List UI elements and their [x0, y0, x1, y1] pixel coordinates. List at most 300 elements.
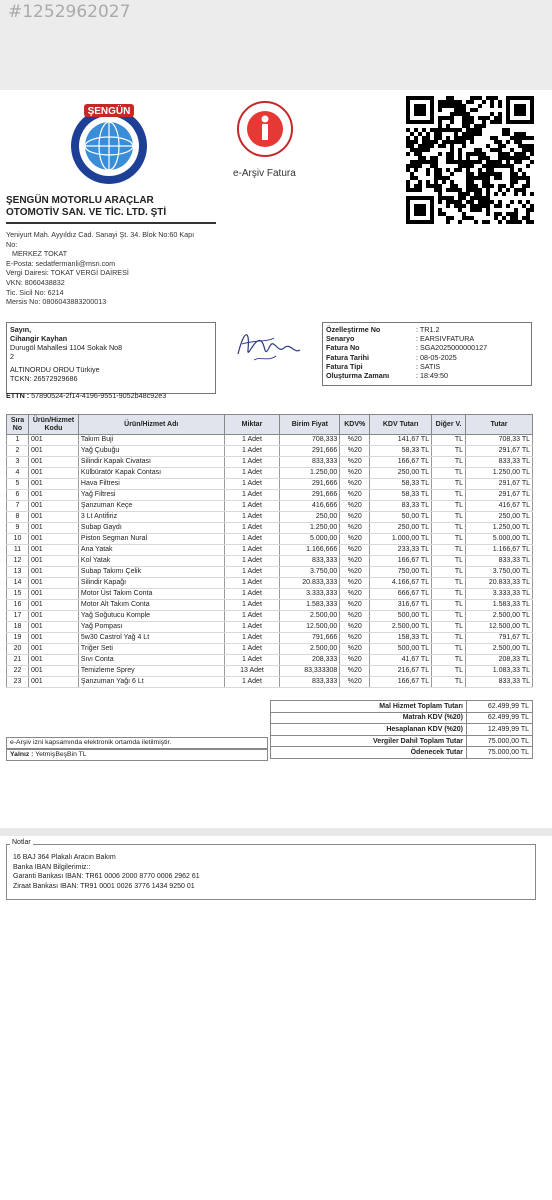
- line-total: 20.833,33 TL: [466, 578, 533, 589]
- item-code: 001: [28, 622, 78, 633]
- total-value: 62.499,99 TL: [467, 712, 533, 724]
- meta-row: [326, 353, 528, 362]
- unit-price: 416,666: [280, 501, 340, 512]
- vat-rate: %20: [340, 578, 370, 589]
- table-row: [7, 490, 533, 501]
- item-code: 001: [28, 600, 78, 611]
- table-row: [7, 545, 533, 556]
- qr-code: [406, 96, 534, 224]
- row-number: 11: [7, 545, 29, 556]
- items-table: [6, 414, 533, 688]
- item-name: Yağ Pompası: [78, 622, 224, 633]
- col-header: Ürün/Hizmet Adı: [78, 415, 224, 435]
- unit-price: 3.750,00: [280, 567, 340, 578]
- row-number: 18: [7, 622, 29, 633]
- vat-amount: 1.000,00 TL: [370, 534, 432, 545]
- other-tax: TL: [432, 666, 466, 677]
- item-quantity: 13 Adet: [224, 666, 280, 677]
- item-quantity: 1 Adet: [224, 457, 280, 468]
- amount-in-words: [6, 749, 268, 761]
- other-tax: TL: [432, 512, 466, 523]
- item-code: 001: [28, 501, 78, 512]
- row-number: 8: [7, 512, 29, 523]
- item-quantity: 1 Adet: [224, 578, 280, 589]
- seller-name-line2: OTOMOTİV SAN. VE TİC. LTD. ŞTİ: [6, 207, 167, 218]
- ettn-line: [6, 391, 166, 400]
- table-row: [7, 655, 533, 666]
- unit-price: 833,333: [280, 556, 340, 567]
- vat-rate: %20: [340, 644, 370, 655]
- totals-row: [271, 712, 533, 724]
- line-total: 1.083,33 TL: [466, 666, 533, 677]
- item-name: Subap Gaydı: [78, 523, 224, 534]
- invoice-page: [0, 90, 552, 828]
- row-number: 13: [7, 567, 29, 578]
- item-name: Hava Filtresi: [78, 479, 224, 490]
- table-row: [7, 666, 533, 677]
- item-quantity: 1 Adet: [224, 545, 280, 556]
- item-quantity: 1 Adet: [224, 600, 280, 611]
- invoice-meta-box: [322, 322, 532, 386]
- meta-key: Fatura Tarihi: [326, 352, 369, 362]
- item-code: 001: [28, 479, 78, 490]
- table-row: [7, 501, 533, 512]
- item-quantity: 1 Adet: [224, 523, 280, 534]
- item-code: 001: [28, 677, 78, 688]
- item-name: 3 Lt Antifiriz: [78, 512, 224, 523]
- item-code: 001: [28, 545, 78, 556]
- meta-value: : SGA2025000000127: [416, 343, 488, 353]
- vat-amount: 750,00 TL: [370, 567, 432, 578]
- other-tax: TL: [432, 479, 466, 490]
- seller-address3: MERKEZ TOKAT: [12, 249, 68, 259]
- item-name: Külbüratör Kapak Contası: [78, 468, 224, 479]
- unit-price: 83,333308: [280, 666, 340, 677]
- notes-box: [6, 844, 536, 900]
- seller-vkn: VKN: 8060438832: [6, 277, 65, 287]
- vat-amount: 58,33 TL: [370, 446, 432, 457]
- vat-amount: 2.500,00 TL: [370, 622, 432, 633]
- table-row: [7, 611, 533, 622]
- vat-amount: 166,67 TL: [370, 457, 432, 468]
- vat-amount: 58,33 TL: [370, 479, 432, 490]
- item-code: 001: [28, 611, 78, 622]
- item-name: Triğer Seti: [78, 644, 224, 655]
- earsiv-title: e-Arşiv Fatura: [233, 168, 296, 179]
- item-code: 001: [28, 468, 78, 479]
- other-tax: TL: [432, 567, 466, 578]
- item-code: 001: [28, 633, 78, 644]
- vat-rate: %20: [340, 512, 370, 523]
- line-total: 708,33 TL: [466, 435, 533, 446]
- totals-row: [271, 747, 533, 759]
- meta-key: Senaryo: [326, 334, 355, 344]
- table-row: [7, 677, 533, 688]
- total-label: Matrah KDV (%20): [271, 712, 467, 724]
- row-number: 9: [7, 523, 29, 534]
- vat-amount: 316,67 TL: [370, 600, 432, 611]
- buyer-name: Cihangir Kayhan: [10, 334, 68, 343]
- ettn-label: ETTN :: [6, 391, 30, 400]
- seller-email: E-Posta: sedatfermanli@msn.com: [6, 258, 116, 268]
- item-code: 001: [28, 457, 78, 468]
- seller-trade-reg: Tic. Sicil No: 6214: [6, 287, 64, 297]
- earsiv-notice: e-Arşiv izni kapsamında elektronik ortamda iletilmiştir.: [6, 737, 268, 749]
- row-number: 15: [7, 589, 29, 600]
- line-total: 833,33 TL: [466, 457, 533, 468]
- col-header: KDV Tutarı: [370, 415, 432, 435]
- other-tax: TL: [432, 644, 466, 655]
- other-tax: TL: [432, 523, 466, 534]
- row-number: 21: [7, 655, 29, 666]
- other-tax: TL: [432, 622, 466, 633]
- table-row: [7, 589, 533, 600]
- meta-key: Fatura Tipi: [326, 361, 363, 371]
- row-number: 10: [7, 534, 29, 545]
- row-number: 3: [7, 457, 29, 468]
- meta-value: : SATIS: [416, 361, 441, 371]
- total-label: Mal Hizmet Toplam Tutarı: [271, 701, 467, 713]
- vat-amount: 50,00 TL: [370, 512, 432, 523]
- vat-amount: 83,33 TL: [370, 501, 432, 512]
- amount-words-value: YetmişBeşBin TL: [35, 751, 87, 758]
- line-total: 208,33 TL: [466, 655, 533, 666]
- other-tax: TL: [432, 468, 466, 479]
- row-number: 23: [7, 677, 29, 688]
- line-total: 2.500,00 TL: [466, 644, 533, 655]
- row-number: 12: [7, 556, 29, 567]
- table-row: [7, 446, 533, 457]
- vat-rate: %20: [340, 677, 370, 688]
- vat-amount: 58,33 TL: [370, 490, 432, 501]
- meta-key: Fatura No: [326, 343, 360, 353]
- table-row: [7, 633, 533, 644]
- total-label: Ödenecek Tutar: [271, 747, 467, 759]
- item-quantity: 1 Adet: [224, 655, 280, 666]
- top-band: [0, 0, 552, 90]
- table-row: [7, 534, 533, 545]
- item-quantity: 1 Adet: [224, 611, 280, 622]
- line-total: 3.750,00 TL: [466, 567, 533, 578]
- meta-value: : TR1.2: [416, 325, 440, 334]
- buyer-address1: Durugöl Mahallesi 1104 Sokak No8: [10, 343, 123, 352]
- col-header: Ürün/Hizmet Kodu: [28, 415, 78, 435]
- notes-page: [0, 828, 552, 1200]
- meta-row: [326, 334, 528, 343]
- item-name: Ana Yatak: [78, 545, 224, 556]
- note-line: 16 BAJ 364 Plakalı Aracın Bakım: [13, 854, 116, 861]
- row-number: 19: [7, 633, 29, 644]
- row-number: 16: [7, 600, 29, 611]
- line-total: 2.500,00 TL: [466, 611, 533, 622]
- other-tax: TL: [432, 556, 466, 567]
- col-header: Miktar: [224, 415, 280, 435]
- row-number: 6: [7, 490, 29, 501]
- meta-key: Oluşturma Zamanı: [326, 371, 390, 381]
- line-total: 1.250,00 TL: [466, 523, 533, 534]
- sengun-logo: [66, 100, 152, 186]
- unit-price: 20.833,333: [280, 578, 340, 589]
- table-row: [7, 644, 533, 655]
- unit-price: 1.250,00: [280, 523, 340, 534]
- unit-price: 2.500,00: [280, 644, 340, 655]
- vat-amount: 500,00 TL: [370, 644, 432, 655]
- seller-address2: No:: [6, 239, 18, 249]
- table-row: [7, 435, 533, 446]
- item-quantity: 1 Adet: [224, 446, 280, 457]
- other-tax: TL: [432, 633, 466, 644]
- vat-rate: %20: [340, 556, 370, 567]
- note-line: Garanti Bankası IBAN: TR61 0006 2000 8770 0006 2962 61: [13, 873, 200, 881]
- buyer-address2: 2: [10, 352, 14, 361]
- meta-row: [326, 371, 528, 380]
- vat-rate: %20: [340, 435, 370, 446]
- item-quantity: 1 Adet: [224, 677, 280, 688]
- item-code: 001: [28, 578, 78, 589]
- line-total: 5.000,00 TL: [466, 534, 533, 545]
- item-quantity: 1 Adet: [224, 644, 280, 655]
- line-total: 291,67 TL: [466, 446, 533, 457]
- item-quantity: 1 Adet: [224, 567, 280, 578]
- unit-price: 833,333: [280, 457, 340, 468]
- row-number: 22: [7, 666, 29, 677]
- line-total: 12.500,00 TL: [466, 622, 533, 633]
- other-tax: TL: [432, 611, 466, 622]
- item-name: Temizleme Sprey: [78, 666, 224, 677]
- totals-row: [271, 735, 533, 747]
- col-header: Birim Fiyat: [280, 415, 340, 435]
- item-code: 001: [28, 589, 78, 600]
- total-value: 75.000,00 TL: [467, 747, 533, 759]
- note-line: Banka IBAN Bilgilerimiz::: [13, 863, 91, 871]
- item-name: Şanzuman Keçe: [78, 501, 224, 512]
- row-number: 14: [7, 578, 29, 589]
- notes-label: Notlar: [12, 839, 31, 846]
- vat-amount: 250,00 TL: [370, 468, 432, 479]
- item-quantity: 1 Adet: [224, 556, 280, 567]
- vat-rate: %20: [340, 600, 370, 611]
- item-code: 001: [28, 512, 78, 523]
- buyer-box: [6, 322, 216, 394]
- unit-price: 791,666: [280, 633, 340, 644]
- table-row: [7, 578, 533, 589]
- line-total: 250,00 TL: [466, 512, 533, 523]
- meta-key: Özelleştirme No: [326, 325, 381, 334]
- vat-rate: %20: [340, 611, 370, 622]
- vat-rate: %20: [340, 446, 370, 457]
- table-row: [7, 567, 533, 578]
- line-total: 3.333,33 TL: [466, 589, 533, 600]
- vat-amount: 166,67 TL: [370, 556, 432, 567]
- item-code: 001: [28, 523, 78, 534]
- totals-row: [271, 701, 533, 713]
- total-label: Vergiler Dahil Toplam Tutar: [271, 735, 467, 747]
- table-row: [7, 512, 533, 523]
- meta-value: : 08-05-2025: [416, 352, 457, 362]
- meta-value: : 18:49:50: [416, 371, 448, 381]
- unit-price: 1.166,666: [280, 545, 340, 556]
- vat-amount: 216,67 TL: [370, 666, 432, 677]
- row-number: 17: [7, 611, 29, 622]
- line-total: 291,67 TL: [466, 490, 533, 501]
- col-header: Tutar: [466, 415, 533, 435]
- item-name: Silindir Kapak Civatası: [78, 457, 224, 468]
- item-code: 001: [28, 435, 78, 446]
- totals-row: [271, 724, 533, 736]
- vat-rate: %20: [340, 457, 370, 468]
- unit-price: 291,666: [280, 490, 340, 501]
- unit-price: 1.250,00: [280, 468, 340, 479]
- other-tax: TL: [432, 490, 466, 501]
- seller-mersis: Mersis No: 0806043883200013: [6, 297, 107, 307]
- other-tax: TL: [432, 534, 466, 545]
- item-name: Takım Buji: [78, 435, 224, 446]
- row-number: 20: [7, 644, 29, 655]
- line-total: 1.583,33 TL: [466, 600, 533, 611]
- item-quantity: 1 Adet: [224, 589, 280, 600]
- total-label: Hesaplanan KDV (%20): [271, 724, 467, 736]
- item-code: 001: [28, 644, 78, 655]
- item-name: Subap Takımı Çelik: [78, 567, 224, 578]
- item-name: Yağ Soğutucu Komple: [78, 611, 224, 622]
- vat-rate: %20: [340, 622, 370, 633]
- line-total: 416,67 TL: [466, 501, 533, 512]
- table-row: [7, 622, 533, 633]
- item-name: Motor Üst Takım Conta: [78, 589, 224, 600]
- unit-price: 12.500,00: [280, 622, 340, 633]
- totals-table: [270, 700, 533, 759]
- item-code: 001: [28, 567, 78, 578]
- items-header-row: [7, 415, 533, 435]
- gib-logo: [236, 100, 294, 158]
- vat-amount: 41,67 TL: [370, 655, 432, 666]
- table-row: [7, 468, 533, 479]
- item-code: 001: [28, 556, 78, 567]
- item-quantity: 1 Adet: [224, 633, 280, 644]
- amount-words-label: Yalnız :: [10, 751, 34, 758]
- row-number: 2: [7, 446, 29, 457]
- vat-rate: %20: [340, 490, 370, 501]
- item-name: Motor Alt Takım Conta: [78, 600, 224, 611]
- meta-row: [326, 343, 528, 352]
- line-total: 791,67 TL: [466, 633, 533, 644]
- item-quantity: 1 Adet: [224, 534, 280, 545]
- vat-amount: 250,00 TL: [370, 523, 432, 534]
- other-tax: TL: [432, 578, 466, 589]
- item-quantity: 1 Adet: [224, 468, 280, 479]
- other-tax: TL: [432, 457, 466, 468]
- other-tax: TL: [432, 600, 466, 611]
- vat-rate: %20: [340, 468, 370, 479]
- unit-price: 1.583,333: [280, 600, 340, 611]
- item-name: Yağ Çubuğu: [78, 446, 224, 457]
- table-row: [7, 600, 533, 611]
- other-tax: TL: [432, 677, 466, 688]
- vat-amount: 4.166,67 TL: [370, 578, 432, 589]
- item-quantity: 1 Adet: [224, 622, 280, 633]
- other-tax: TL: [432, 545, 466, 556]
- vat-rate: %20: [340, 633, 370, 644]
- vat-amount: 158,33 TL: [370, 633, 432, 644]
- unit-price: 833,333: [280, 677, 340, 688]
- seller-name-line1: ŞENGÜN MOTORLU ARAÇLAR: [6, 195, 154, 206]
- vat-rate: %20: [340, 479, 370, 490]
- note-line: Ziraat Bankası IBAN: TR91 0001 0026 3776 1434 9250 01: [13, 882, 195, 890]
- vat-rate: %20: [340, 501, 370, 512]
- item-name: Piston Segman Nural: [78, 534, 224, 545]
- seller-company-name: [6, 195, 216, 224]
- item-quantity: 1 Adet: [224, 435, 280, 446]
- item-code: 001: [28, 446, 78, 457]
- unit-price: 708,333: [280, 435, 340, 446]
- item-quantity: 1 Adet: [224, 490, 280, 501]
- line-total: 291,67 TL: [466, 479, 533, 490]
- col-header: Sıra No: [7, 415, 29, 435]
- unit-price: 291,666: [280, 446, 340, 457]
- meta-row: [326, 362, 528, 371]
- other-tax: TL: [432, 446, 466, 457]
- other-tax: TL: [432, 589, 466, 600]
- line-total: 1.166,67 TL: [466, 545, 533, 556]
- item-name: Sıvı Conta: [78, 655, 224, 666]
- vat-amount: 166,67 TL: [370, 677, 432, 688]
- col-header: KDV%: [340, 415, 370, 435]
- total-value: 12.499,99 TL: [467, 724, 533, 736]
- ettn-value: 57890524-2f14-4196-9551-9052b48c92e3: [31, 391, 167, 400]
- vat-rate: %20: [340, 589, 370, 600]
- item-code: 001: [28, 666, 78, 677]
- other-tax: TL: [432, 655, 466, 666]
- buyer-city: ALTINORDU ORDU Türkiye: [10, 365, 100, 374]
- row-number: 5: [7, 479, 29, 490]
- signature: [234, 324, 304, 368]
- col-header: Diğer V.: [432, 415, 466, 435]
- row-number: 4: [7, 468, 29, 479]
- unit-price: 250,00: [280, 512, 340, 523]
- table-row: [7, 479, 533, 490]
- buyer-salutation: Sayın,: [10, 325, 32, 334]
- other-tax: TL: [432, 435, 466, 446]
- seller-address1: Yeniyurt Mah. Ayyıldız Cad. Sanayi Şt. 34. Blok No:60 Kapı: [6, 230, 195, 239]
- unit-price: 291,666: [280, 479, 340, 490]
- meta-row: [326, 325, 528, 334]
- item-name: Kol Yatak: [78, 556, 224, 567]
- table-row: [7, 457, 533, 468]
- vat-rate: %20: [340, 545, 370, 556]
- unit-price: 5.000,00: [280, 534, 340, 545]
- line-total: 1.250,00 TL: [466, 468, 533, 479]
- total-value: 75.000,00 TL: [467, 735, 533, 747]
- logo-brand-text: ŞENGÜN: [87, 106, 131, 117]
- item-code: 001: [28, 490, 78, 501]
- seller-details: [6, 230, 246, 307]
- item-name: Şanzuman Yağı 6 Lt: [78, 677, 224, 688]
- row-number: 7: [7, 501, 29, 512]
- item-code: 001: [28, 655, 78, 666]
- table-row: [7, 523, 533, 534]
- row-number: 1: [7, 435, 29, 446]
- vat-rate: %20: [340, 567, 370, 578]
- item-name: 5w30 Castrol Yağ 4 Lt: [78, 633, 224, 644]
- item-quantity: 1 Adet: [224, 479, 280, 490]
- vat-amount: 500,00 TL: [370, 611, 432, 622]
- item-quantity: 1 Adet: [224, 501, 280, 512]
- item-code: 001: [28, 534, 78, 545]
- vat-amount: 141,67 TL: [370, 435, 432, 446]
- vat-rate: %20: [340, 666, 370, 677]
- vat-amount: 666,67 TL: [370, 589, 432, 600]
- item-name: Yağ Filtresi: [78, 490, 224, 501]
